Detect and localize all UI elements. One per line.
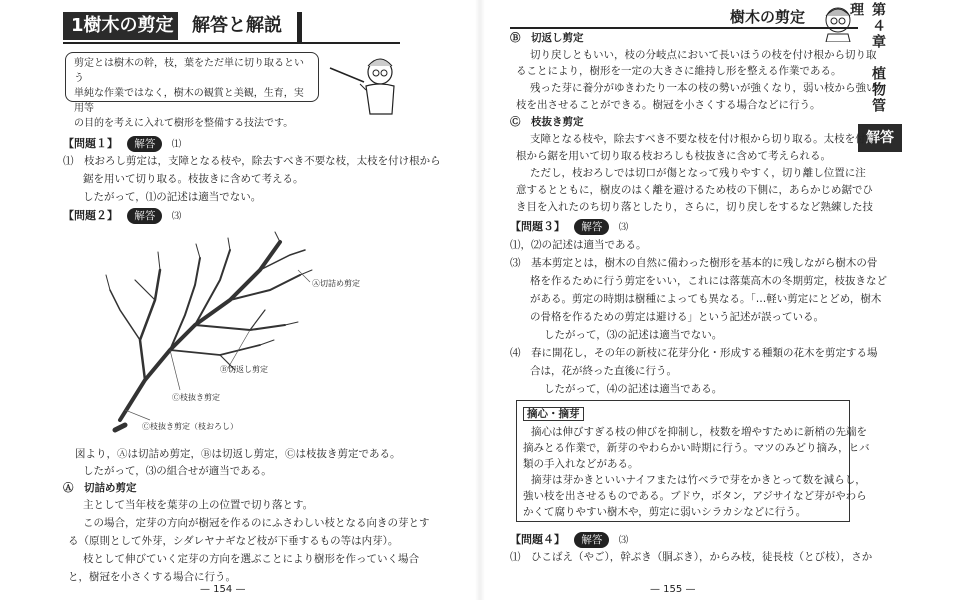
chapter-side-tab: 第４章 植物管理 (848, 2, 886, 114)
answer-badge: 解答 (127, 136, 162, 152)
title-bar-decoration (297, 12, 302, 42)
answer-value: ⑶ (171, 211, 182, 222)
c-line: 支障となる枝や，除去すべき不要な枝を付け根から切り取る。太枝を付け (530, 133, 877, 145)
section-title-box: 1樹木の剪定 (63, 12, 178, 40)
question-2-heading: 【問題２】 解答 ⑶ (63, 209, 182, 222)
box-line: 摘心は伸びすぎる枝の伸びを抑制し，枝数を増やすために新梢の先端を (531, 426, 867, 438)
c-line: 根から鋸を用いて切り取る枝おろしも枝抜きに含めて考えられる。 (516, 150, 831, 162)
q1-line: ⑴ 枝おろし剪定は，支障となる枝や，除去すべき不要な枝，太枝を付け根から (63, 155, 441, 167)
left-page (0, 0, 470, 600)
answer-side-tab: 解答 (858, 124, 902, 152)
a-line: この場合，定芽の方向が樹冠を作るのにふさわしい枝となる向きの芽とす (83, 517, 430, 529)
q3-line: したがって，⑶の記述は適当でない。 (544, 329, 723, 341)
b-line: ることにより，樹形を一定の大きさに維持し形を整える作業である。 (516, 65, 842, 77)
question-3-heading: 【問題３】 解答 ⑶ (510, 220, 629, 233)
q4-line: ⑴ ひこばえ（やご），幹ぶき（胴ぶき），からみ枝，徒長枝（とび枝），さか (510, 551, 873, 563)
a-heading: Ⓐ 切詰め剪定 (63, 482, 137, 494)
q3-line: ⑷ 春に開花し，その年の新枝に花芽分化・形成する種類の花木を剪定する場 (510, 347, 878, 359)
b-line: 切り戻しともいい，枝の分岐点において長いほうの枝を付け根から切り取 (530, 49, 877, 61)
box-title: 摘心・摘芽 (523, 407, 584, 421)
intro-line: の目的を考えに入れて樹形を整備する技法です。 (74, 118, 294, 129)
a-line: 枝として伸びていく定芽の方向を選ぶことにより樹形を作っていく場合 (83, 553, 419, 565)
intro-line: 剪定とは樹木の幹，枝，葉をただ単に切り取るという (74, 58, 304, 84)
c-line: 意するとともに，樹皮のはく離を避けるため枝の下側に，あらかじめ鋸でひ (516, 184, 873, 196)
box-title-wrap (523, 405, 584, 424)
right-page (490, 0, 970, 600)
running-header-title: 樹木の剪定 (730, 8, 806, 26)
diagram-label-b: Ⓑ切返し剪定 (220, 365, 268, 374)
header-rule (63, 42, 400, 44)
question-4-heading: 【問題４】 解答 ⑶ (510, 533, 629, 546)
answer-value: ⑶ (618, 535, 629, 546)
diagram-explanation-line: したがって，⑶の組合せが適当である。 (83, 465, 272, 477)
q3-line: したがって，⑷の記述は適当である。 (544, 383, 723, 395)
b-heading: Ⓑ 切返し剪定 (510, 32, 584, 44)
box-line: 摘みとる作業で，新芽のやわらかい時期に行う。マツのみどり摘み，ヒバ (523, 442, 870, 454)
page-number: — 155 — (650, 584, 696, 595)
q3-line: ⑶ 基本剪定とは，樹木の自然に備わった樹形を基本的に残しながら樹木の骨 (510, 257, 878, 269)
a-line: る（原則として外芽，シダレヤナギなど枝が下垂するもの等は内芽）。 (68, 535, 399, 547)
q3-line: 合は，花が終った直後に行う。 (530, 365, 677, 377)
intro-line: 単純な作業ではなく，樹木の観賞と美観，生育，実用等 (74, 88, 304, 114)
answer-badge: 解答 (127, 208, 162, 224)
answer-value: ⑴ (171, 139, 182, 150)
diagram-label-c2: Ⓒ枝抜き剪定（枝おろし） (142, 422, 238, 431)
a-line: と，樹冠を小さくする場合に行う。 (68, 571, 236, 583)
q1-line: したがって，⑴の記述は適当でない。 (83, 191, 262, 203)
pruning-diagram (100, 230, 420, 435)
answer-badge: 解答 (574, 219, 609, 235)
diagram-label-a: Ⓐ切詰め剪定 (312, 279, 360, 288)
answer-badge: 解答 (574, 532, 609, 548)
c-line: き目を入れたのち切り落としたり，さらに，切り戻しをするなど熟練した技 (516, 201, 873, 213)
b-line: 残った芽に養分がゆきわたり一本の枝の勢いが強くなり，弱い枝から強い (530, 82, 877, 94)
question-1-heading: 【問題１】 解答 ⑴ (63, 137, 182, 150)
q1-line: 鋸を用いて切り取る。枝抜きに含めて考える。 (83, 173, 304, 185)
tekishin-tekiga-box (516, 400, 870, 522)
diagram-label-c: Ⓒ枝抜き剪定 (172, 393, 220, 402)
intro-speech-bubble (65, 52, 319, 129)
box-line: かくて腐りやすい樹木や，剪定に弱いシラカシなどに行う。 (523, 506, 807, 518)
b-line: 枝を出させることができる。樹冠を小さくする場合などに行う。 (516, 99, 821, 111)
a-line: 主として当年枝を葉芽の上の位置で切り落とす。 (83, 499, 314, 511)
box-line: 類の手入れなどがある。 (523, 458, 639, 470)
q3-line: がある。剪定の時期は樹種によっても異なる。「…軽い剪定にとどめ，樹木 (530, 293, 882, 305)
section-subtitle: 解答と解説 (192, 15, 282, 36)
book-gutter (475, 0, 485, 600)
diagram-explanation-line: 図より，Ⓐは切詰め剪定，Ⓑは切返し剪定，Ⓒは枝抜き剪定である。 (75, 448, 401, 460)
c-heading: Ⓒ 枝抜き剪定 (510, 116, 584, 128)
teacher-illustration (322, 48, 410, 116)
c-line: ただし，枝おろしでは切口が傷となって残りやすく，切り離し位置に注 (530, 167, 866, 179)
page-number: — 154 — (200, 584, 246, 595)
q3-line: の骨格を作るための剪定は避ける」という記述が誤っている。 (530, 311, 824, 323)
box-line: 強い枝を出させるものである。ブドウ，ボタン，アジサイなど芽がやわら (523, 490, 867, 502)
q3-line: 格を作るために行う剪定をいい，これには落葉高木の冬期剪定，枝抜きなど (530, 275, 887, 287)
box-line: 摘芽は芽かきといいナイフまたは竹ベラで芽をかきとって数を減らし， (531, 474, 866, 486)
q3-line: ⑴，⑵の記述は適当である。 (510, 239, 647, 251)
answer-value: ⑶ (618, 222, 629, 233)
